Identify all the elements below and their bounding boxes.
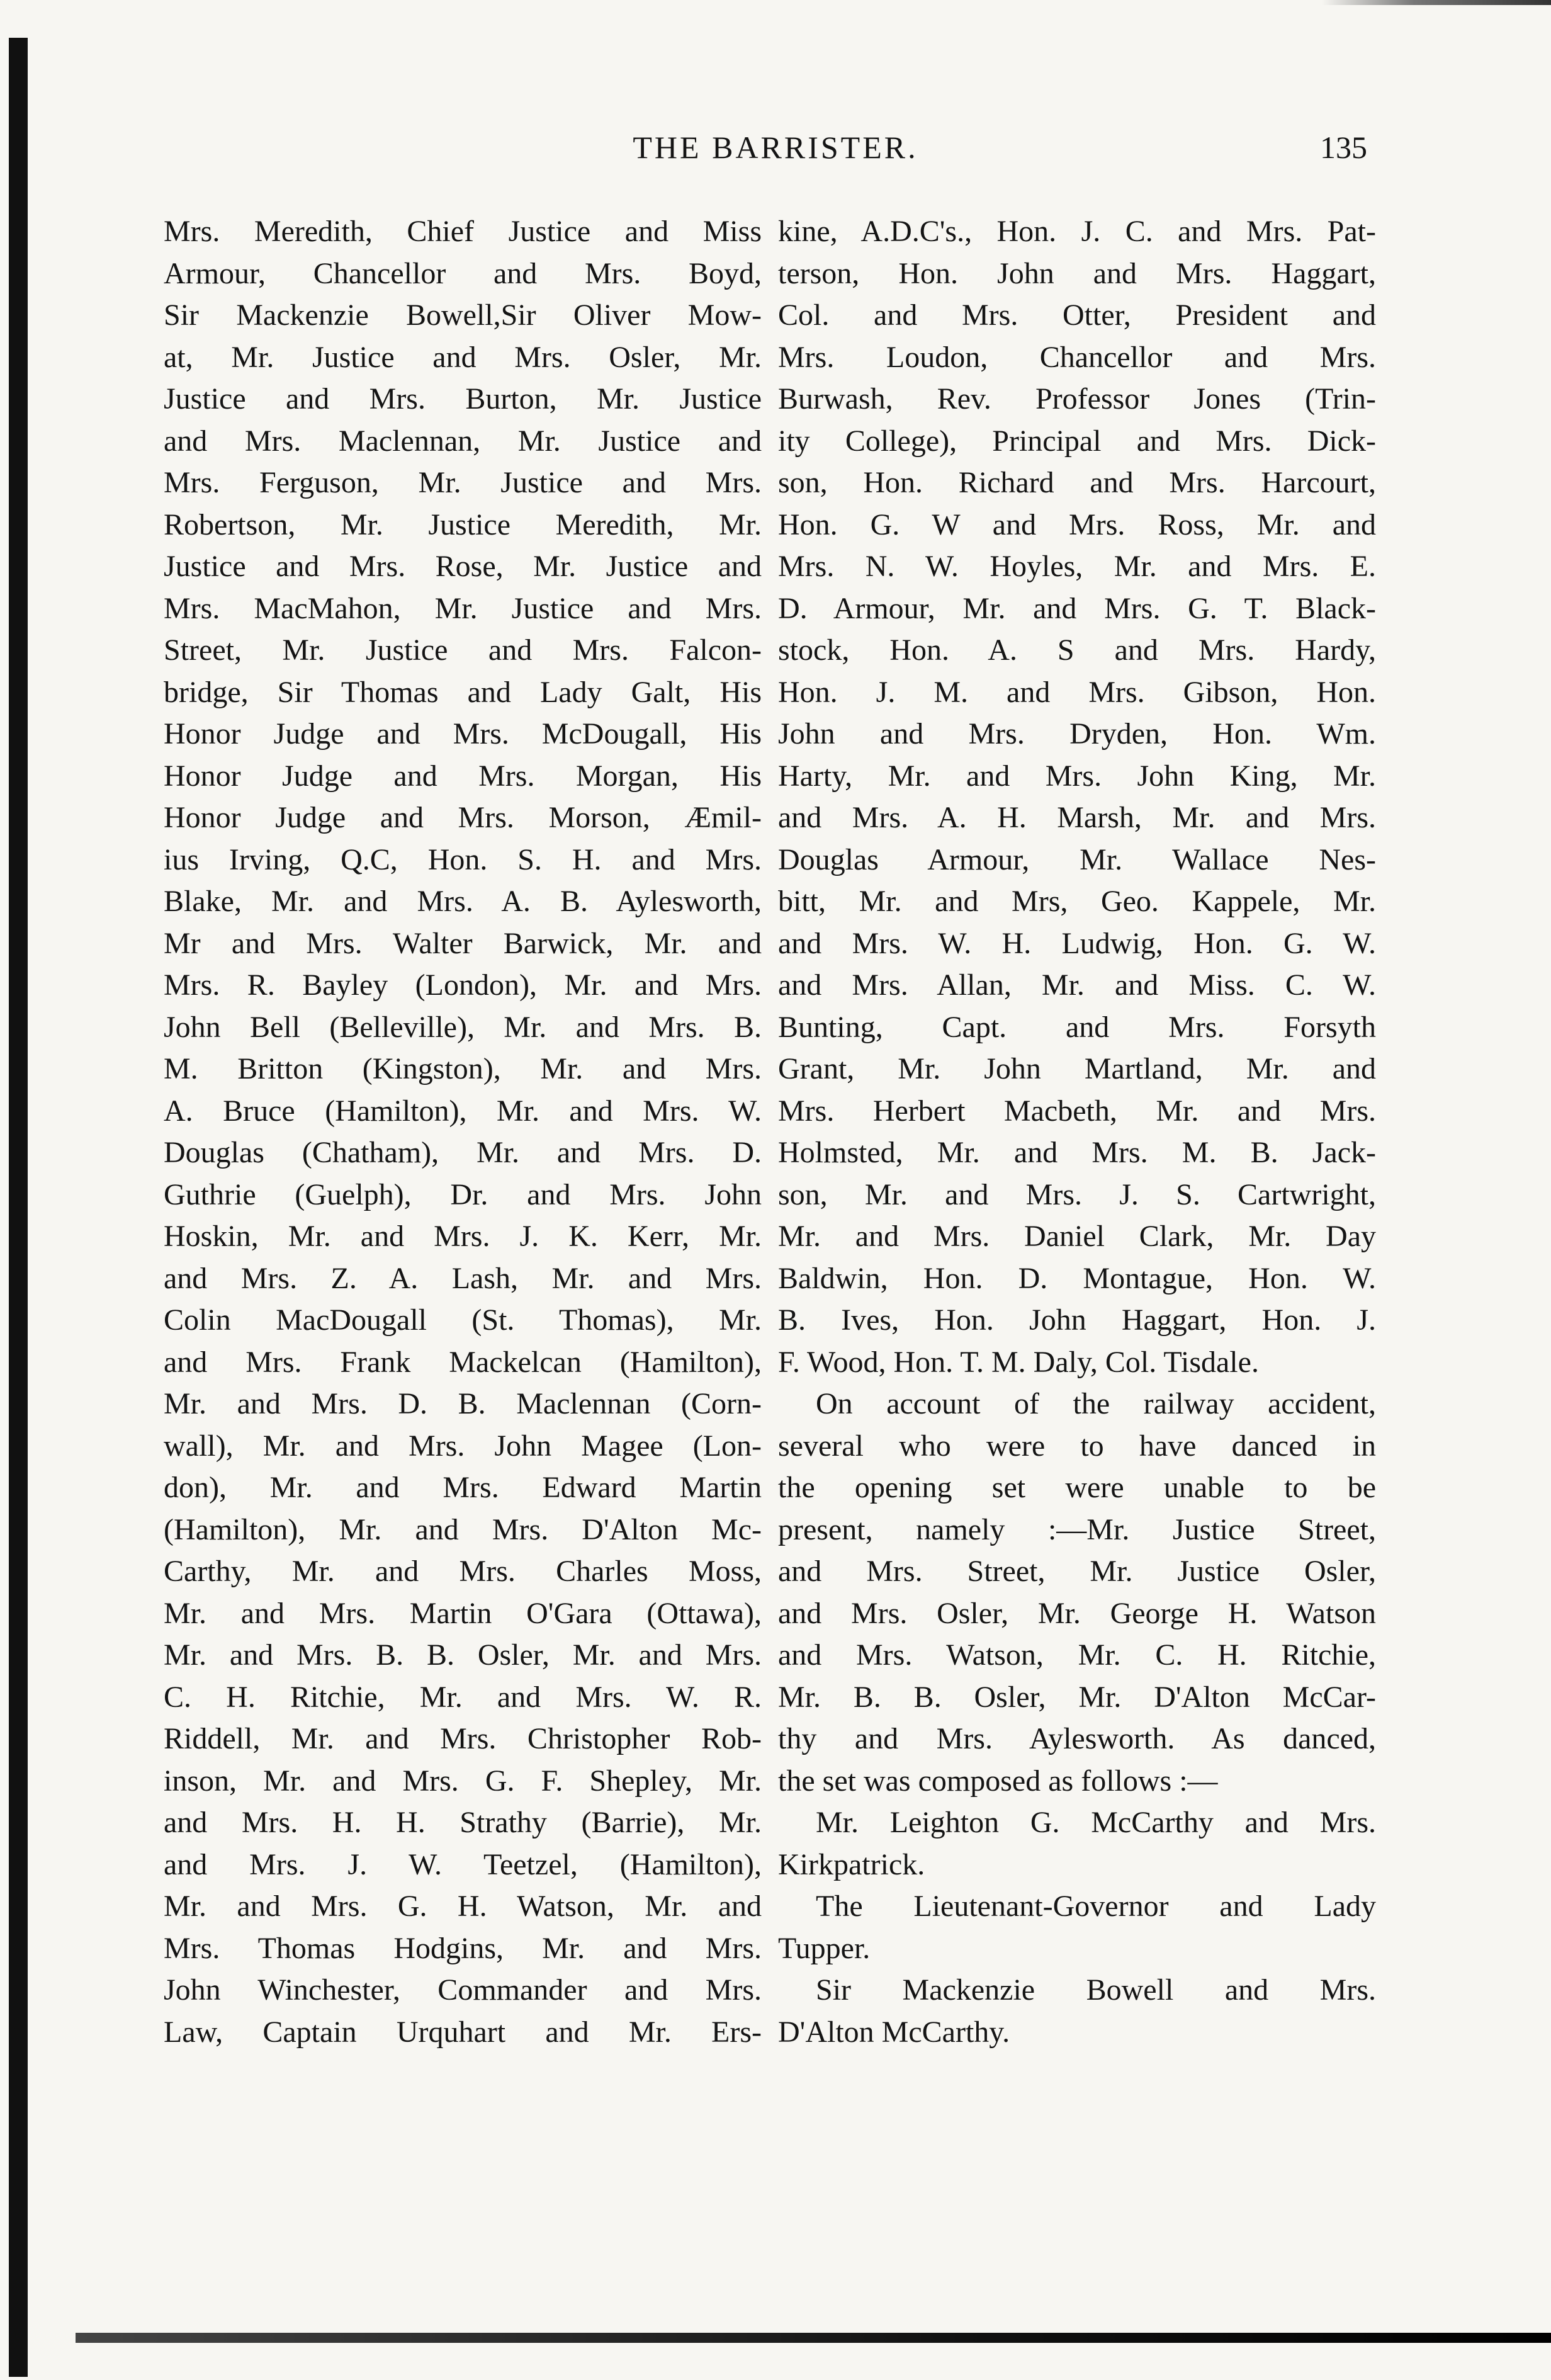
- text-line: Hon. J. M. and Mrs. Gibson, Hon.: [778, 675, 1376, 709]
- text-line: Mrs. Meredith, Chief Justice and Miss: [164, 215, 762, 248]
- text-line: inson, Mr. and Mrs. G. F. Shepley, Mr.: [164, 1764, 762, 1798]
- text-line: (Hamilton), Mr. and Mrs. D'Alton Mc-: [164, 1512, 762, 1546]
- text-line: Mr. and Mrs. B. B. Osler, Mr. and Mrs.: [164, 1638, 762, 1672]
- text-line: Mr. and Mrs. D. B. Maclennan (Corn-: [164, 1387, 762, 1420]
- text-line: John Winchester, Commander and Mrs.: [164, 1973, 762, 2007]
- left-text-column: [164, 211, 762, 2053]
- text-line: Honor Judge and Mrs. Morgan, His: [164, 759, 762, 793]
- text-line: Mrs. Ferguson, Mr. Justice and Mrs.: [164, 466, 762, 499]
- text-line: The Lieutenant-Governor and Lady: [816, 1890, 1376, 1923]
- text-line: and Mrs. H. H. Strathy (Barrie), Mr.: [164, 1806, 762, 1839]
- text-line: Colin MacDougall (St. Thomas), Mr.: [164, 1303, 762, 1337]
- text-line: B. Ives, Hon. John Haggart, Hon. J.: [778, 1303, 1376, 1337]
- text-line: Carthy, Mr. and Mrs. Charles Moss,: [164, 1555, 762, 1588]
- text-line: Douglas (Chatham), Mr. and Mrs. D.: [164, 1136, 762, 1169]
- scan-top-rule: [1322, 0, 1551, 5]
- text-line: Bunting, Capt. and Mrs. Forsyth: [778, 1010, 1376, 1044]
- text-line: at, Mr. Justice and Mrs. Osler, Mr.: [164, 340, 762, 374]
- text-line: Grant, Mr. John Martland, Mr. and: [778, 1052, 1376, 1085]
- text-line: Mrs. MacMahon, Mr. Justice and Mrs.: [164, 591, 762, 625]
- text-line: Mrs. N. W. Hoyles, Mr. and Mrs. E.: [778, 550, 1376, 583]
- text-line: Robertson, Mr. Justice Meredith, Mr.: [164, 507, 762, 541]
- text-line: wall), Mr. and Mrs. John Magee (Lon-: [164, 1429, 762, 1463]
- text-line: son, Hon. Richard and Mrs. Harcourt,: [778, 466, 1376, 499]
- text-line: don), Mr. and Mrs. Edward Martin: [164, 1471, 762, 1504]
- text-line: Douglas Armour, Mr. Wallace Nes-: [778, 842, 1376, 876]
- text-line: Hoskin, Mr. and Mrs. J. K. Kerr, Mr.: [164, 1220, 762, 1253]
- text-line: Col. and Mrs. Otter, President and: [778, 298, 1376, 332]
- text-line: Blake, Mr. and Mrs. A. B. Aylesworth,: [164, 885, 762, 918]
- text-line: and Mrs. Z. A. Lash, Mr. and Mrs.: [164, 1261, 762, 1295]
- text-line: Harty, Mr. and Mrs. John King, Mr.: [778, 759, 1376, 793]
- text-line: ius Irving, Q.C, Hon. S. H. and Mrs.: [164, 842, 762, 876]
- text-line: Hon. G. W and Mrs. Ross, Mr. and: [778, 507, 1376, 541]
- text-line: Mr. and Mrs. G. H. Watson, Mr. and: [164, 1890, 762, 1923]
- text-line: and Mrs. Maclennan, Mr. Justice and: [164, 424, 762, 458]
- text-line: Guthrie (Guelph), Dr. and Mrs. John: [164, 1177, 762, 1211]
- text-line: Street, Mr. Justice and Mrs. Falcon-: [164, 633, 762, 667]
- text-line: A. Bruce (Hamilton), Mr. and Mrs. W.: [164, 1094, 762, 1128]
- text-line: On account of the railway accident,: [816, 1387, 1376, 1420]
- text-line: bitt, Mr. and Mrs, Geo. Kappele, Mr.: [778, 885, 1376, 918]
- text-line: Mrs. R. Bayley (London), Mr. and Mrs.: [164, 968, 762, 1002]
- text-line: Honor Judge and Mrs. McDougall, His: [164, 717, 762, 751]
- scan-binding-edge: [9, 38, 28, 2377]
- text-line: Holmsted, Mr. and Mrs. M. B. Jack-: [778, 1136, 1376, 1169]
- text-line: Sir Mackenzie Bowell and Mrs.: [816, 1973, 1376, 2007]
- page-number: 135: [1320, 130, 1367, 165]
- text-line: Tupper.: [778, 1931, 871, 1965]
- text-line: several who were to have danced in: [778, 1429, 1376, 1463]
- text-line: Mrs. Herbert Macbeth, Mr. and Mrs.: [778, 1094, 1376, 1128]
- text-line: Mr. and Mrs. Martin O'Gara (Ottawa),: [164, 1596, 762, 1630]
- text-line: Baldwin, Hon. D. Montague, Hon. W.: [778, 1261, 1376, 1295]
- text-line: Law, Captain Urquhart and Mr. Ers-: [164, 2015, 762, 2049]
- text-line: Mr. B. B. Osler, Mr. D'Alton McCar-: [778, 1680, 1376, 1714]
- text-line: and Mrs. J. W. Teetzel, (Hamilton),: [164, 1847, 762, 1881]
- text-line: bridge, Sir Thomas and Lady Galt, His: [164, 675, 762, 709]
- text-line: ity College), Principal and Mrs. Dick-: [778, 424, 1376, 458]
- text-line: Mr and Mrs. Walter Barwick, Mr. and: [164, 926, 762, 960]
- text-line: and Mrs. Street, Mr. Justice Osler,: [778, 1555, 1376, 1588]
- text-line: Honor Judge and Mrs. Morson, Æmil-: [164, 801, 762, 834]
- text-line: D. Armour, Mr. and Mrs. G. T. Black-: [778, 591, 1376, 625]
- text-line: Mrs. Thomas Hodgins, Mr. and Mrs.: [164, 1931, 762, 1965]
- right-text-column: [778, 211, 1376, 2053]
- text-line: Armour, Chancellor and Mrs. Boyd,: [164, 256, 762, 290]
- text-line: stock, Hon. A. S and Mrs. Hardy,: [778, 633, 1376, 667]
- text-line: and Mrs. W. H. Ludwig, Hon. G. W.: [778, 926, 1376, 960]
- text-line: kine, A.D.C's., Hon. J. C. and Mrs. Pat-: [778, 215, 1376, 248]
- running-header-title: THE BARRISTER.: [633, 130, 918, 165]
- text-line: John Bell (Belleville), Mr. and Mrs. B.: [164, 1010, 762, 1044]
- text-line: and Mrs. Frank Mackelcan (Hamilton),: [164, 1345, 762, 1379]
- text-line: M. Britton (Kingston), Mr. and Mrs.: [164, 1052, 762, 1085]
- text-line: terson, Hon. John and Mrs. Haggart,: [778, 256, 1376, 290]
- text-line: and Mrs. A. H. Marsh, Mr. and Mrs.: [778, 801, 1376, 834]
- text-line: Mrs. Loudon, Chancellor and Mrs.: [778, 340, 1376, 374]
- text-line: Riddell, Mr. and Mrs. Christopher Rob-: [164, 1722, 762, 1755]
- text-line: and Mrs. Osler, Mr. George H. Watson: [778, 1596, 1376, 1630]
- text-line: Justice and Mrs. Rose, Mr. Justice and: [164, 550, 762, 583]
- text-line: present, namely :—Mr. Justice Street,: [778, 1512, 1376, 1546]
- text-line: Sir Mackenzie Bowell,Sir Oliver Mow-: [164, 298, 762, 332]
- text-line: thy and Mrs. Aylesworth. As danced,: [778, 1722, 1376, 1755]
- text-line: John and Mrs. Dryden, Hon. Wm.: [778, 717, 1376, 751]
- text-line: C. H. Ritchie, Mr. and Mrs. W. R.: [164, 1680, 762, 1714]
- text-line: and Mrs. Watson, Mr. C. H. Ritchie,: [778, 1638, 1376, 1672]
- text-line: Mr. and Mrs. Daniel Clark, Mr. Day: [778, 1220, 1376, 1253]
- text-line: D'Alton McCarthy.: [778, 2015, 1010, 2049]
- text-line: F. Wood, Hon. T. M. Daly, Col. Tisdale.: [778, 1345, 1259, 1379]
- text-line: son, Mr. and Mrs. J. S. Cartwright,: [778, 1177, 1376, 1211]
- scan-bottom-rule: [76, 2333, 1551, 2343]
- text-line: Burwash, Rev. Professor Jones (Trin-: [778, 382, 1376, 416]
- text-line: the opening set were unable to be: [778, 1471, 1376, 1504]
- text-line: and Mrs. Allan, Mr. and Miss. C. W.: [778, 968, 1376, 1002]
- text-line: Mr. Leighton G. McCarthy and Mrs.: [816, 1806, 1376, 1839]
- text-line: the set was composed as follows :—: [778, 1764, 1218, 1798]
- text-line: Kirkpatrick.: [778, 1847, 925, 1881]
- text-line: Justice and Mrs. Burton, Mr. Justice: [164, 382, 762, 416]
